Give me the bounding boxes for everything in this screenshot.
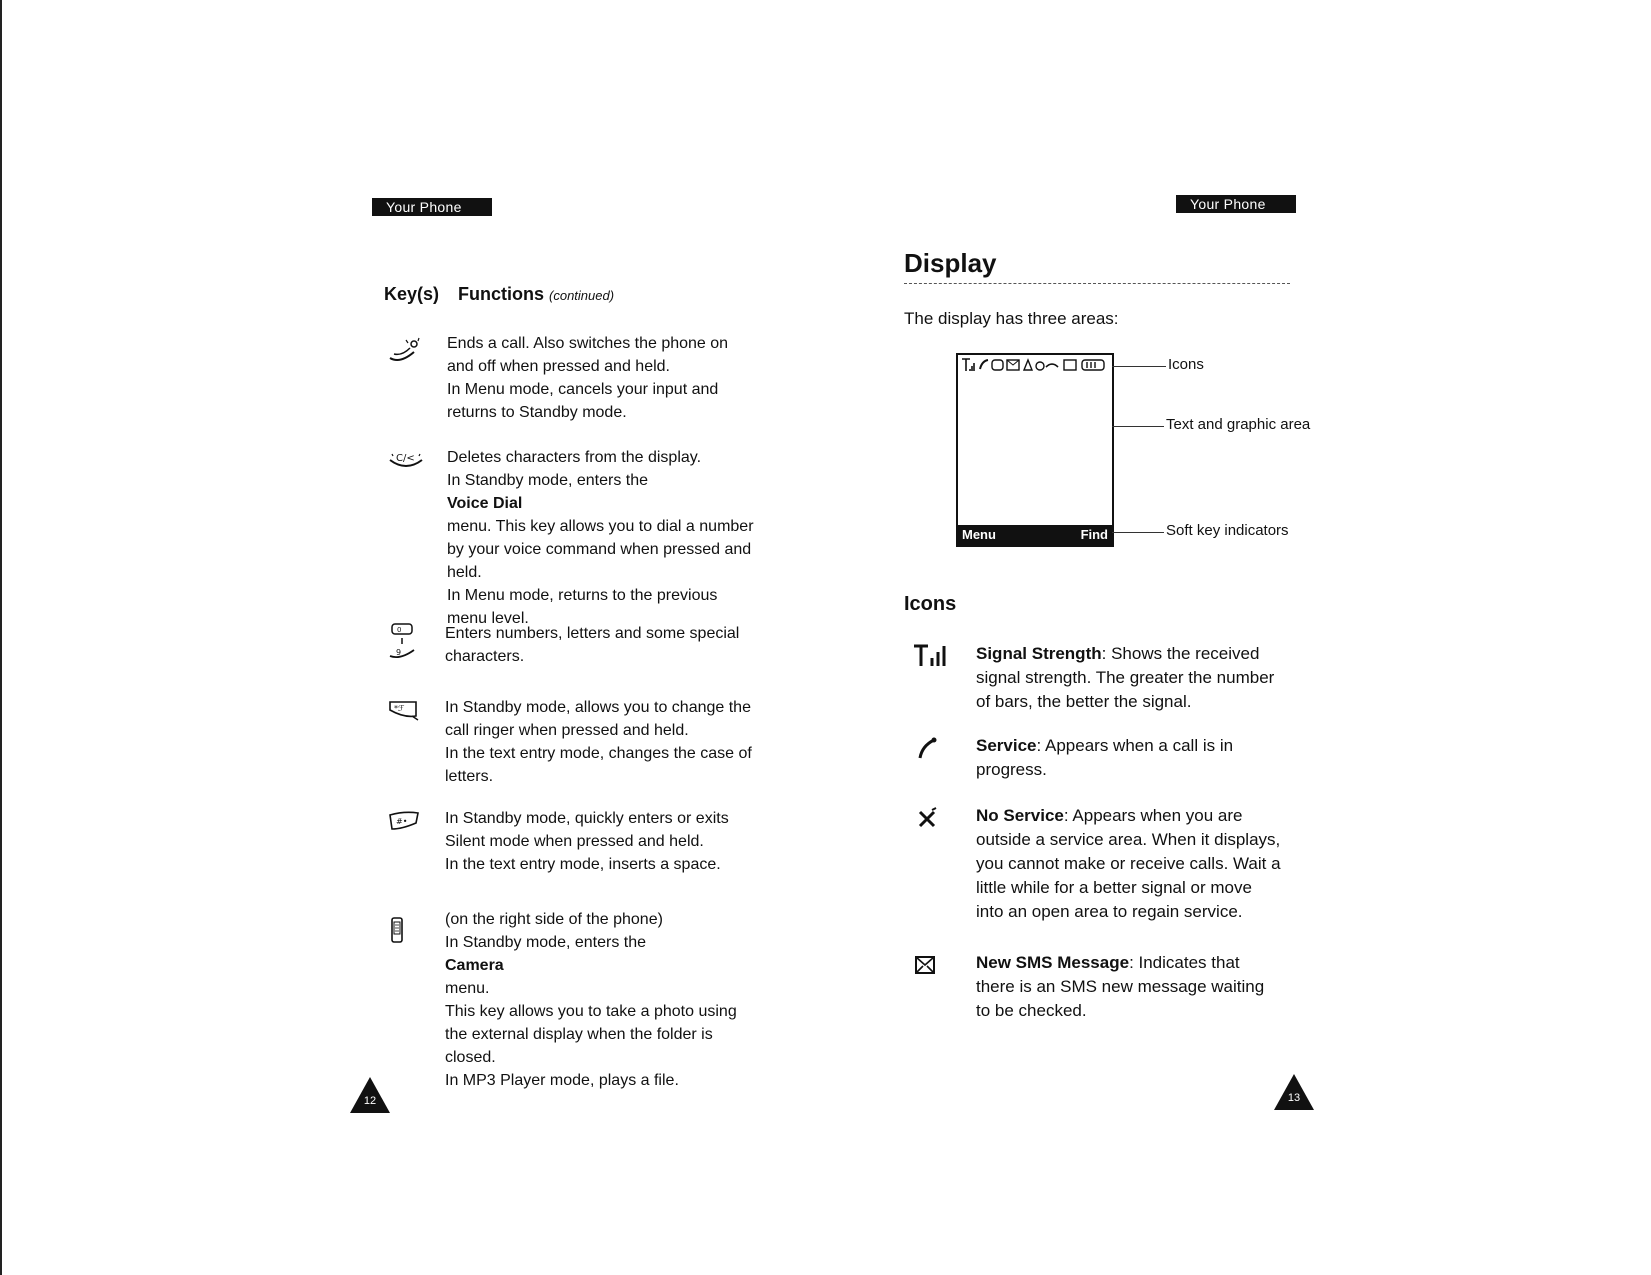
desc-line: Ends a call. Also switches the phone on <box>447 335 729 352</box>
desc-text: : Appears when you are <box>1063 806 1243 825</box>
desc-line: signal strength. The greater the number <box>976 668 1275 687</box>
svg-text:C/<: C/< <box>396 453 415 464</box>
desc-line <box>447 469 757 515</box>
desc-line: This key allows you to take a photo using <box>445 1003 737 1020</box>
desc-line: In Menu mode, returns to the previous <box>447 587 718 604</box>
desc-line: letters. <box>445 768 494 785</box>
soft-key-bar <box>958 525 1112 545</box>
callout-soft-keys: Soft key indicators <box>1166 522 1289 539</box>
desc-line: there is an SMS new message waiting <box>976 977 1265 996</box>
desc-line: characters. <box>445 648 525 665</box>
desc-line: Silent mode when pressed and held. <box>445 833 704 850</box>
desc-line: progress. <box>976 760 1047 779</box>
desc-line: call ringer when pressed and held. <box>445 722 689 739</box>
no-service-description <box>976 804 1292 924</box>
desc-line: In Standby mode, allows you to change the <box>445 699 751 716</box>
callout-line-soft-keys <box>1112 532 1164 533</box>
desc-line: In Menu mode, cancels your input and <box>447 381 719 398</box>
functions-column-heading <box>458 284 614 305</box>
soft-key-menu: Menu <box>962 527 996 542</box>
key-numbers-description <box>445 622 755 668</box>
star-key-icon <box>386 696 426 736</box>
desc-line: held. <box>447 564 482 581</box>
callout-line-text-area <box>1112 426 1164 427</box>
end-power-key-icon <box>386 332 426 372</box>
desc-line: In MP3 Player mode, plays a file. <box>445 1072 679 1089</box>
status-icons-bar <box>960 357 1110 373</box>
desc-text: : Appears when a call is in <box>1036 736 1234 755</box>
desc-line: of bars, the better the signal. <box>976 692 1192 711</box>
desc-line: menu level. <box>447 610 529 627</box>
sms-envelope-icon <box>912 951 952 981</box>
desc-line <box>976 951 1292 975</box>
keys-table-heading <box>384 284 615 305</box>
desc-line <box>976 642 1292 666</box>
desc-text: In Standby mode, enters the <box>445 934 647 951</box>
page-edge <box>0 0 2 1275</box>
icon-term: Service <box>976 736 1037 755</box>
desc-line <box>976 734 1292 758</box>
left-page-number <box>348 1075 392 1115</box>
left-page-number-text: 12 <box>363 1095 377 1107</box>
svg-text:#•: #• <box>396 817 408 826</box>
desc-line: In Standby mode, quickly enters or exits <box>445 810 729 827</box>
icon-term: Signal Strength <box>976 644 1102 663</box>
desc-line: (on the right side of the phone) <box>445 911 663 928</box>
key-end-description <box>447 332 757 424</box>
signal-strength-description <box>976 642 1292 714</box>
hash-key-icon <box>386 807 426 847</box>
left-header-tab <box>372 198 492 216</box>
key-star-description <box>445 696 755 788</box>
desc-line: Enters numbers, letters and some special <box>445 625 740 642</box>
desc-text: menu. <box>445 980 490 997</box>
soft-key-find: Find <box>1080 527 1108 542</box>
key-clear-description <box>447 446 757 630</box>
phone-screen-diagram <box>956 353 1114 547</box>
callout-text-area: Text and graphic area <box>1166 416 1311 433</box>
camera-side-key-icon <box>386 908 426 948</box>
desc-text: : Indicates that <box>1129 953 1240 972</box>
desc-line: Deletes characters from the display. <box>447 449 702 466</box>
continued-note: (continued) <box>549 288 615 303</box>
key-hash-description <box>445 807 755 876</box>
sms-description <box>976 951 1292 1023</box>
functions-heading-text: Functions <box>458 284 544 304</box>
right-header-label: Your Phone <box>1190 196 1266 212</box>
right-page-number-text: 13 <box>1287 1092 1301 1104</box>
keys-column-heading: Key(s) <box>384 284 440 304</box>
desc-line: little while for a better signal or move <box>976 878 1252 897</box>
desc-text: In Standby mode, enters the <box>447 472 649 489</box>
title-rule <box>904 283 1290 284</box>
icon-term: No Service <box>976 806 1064 825</box>
icon-term: New SMS Message <box>976 953 1130 972</box>
desc-line: outside a service area. When it displays, <box>976 830 1281 849</box>
desc-line <box>976 804 1292 828</box>
desc-line: In the text entry mode, inserts a space. <box>445 856 721 873</box>
clear-key-icon <box>386 446 426 486</box>
desc-line: by your voice command when pressed and <box>447 541 752 558</box>
no-service-icon <box>912 804 952 834</box>
display-intro: The display has three areas: <box>904 309 1119 328</box>
signal-strength-icon <box>912 642 952 672</box>
desc-line: and off when pressed and held. <box>447 358 670 375</box>
right-header-tab <box>1176 195 1296 213</box>
desc-line: menu. This key allows you to dial a number <box>447 518 754 535</box>
voice-dial-term: Voice Dial <box>447 495 523 512</box>
camera-term: Camera <box>445 957 504 974</box>
desc-line: closed. <box>445 1049 496 1066</box>
desc-line: you cannot make or receive calls. Wait a <box>976 854 1281 873</box>
desc-line: In the text entry mode, changes the case of <box>445 745 752 762</box>
callout-line-icons <box>1112 366 1166 367</box>
service-description <box>976 734 1292 782</box>
service-icon <box>912 734 952 764</box>
desc-text: : Shows the received <box>1101 644 1260 663</box>
desc-line: the external display when the folder is <box>445 1026 713 1043</box>
left-header-label: Your Phone <box>386 199 462 215</box>
display-title: Display <box>904 248 997 278</box>
svg-text:9: 9 <box>396 648 402 657</box>
svg-text:*ℱ: *ℱ <box>394 704 405 713</box>
desc-line: into an open area to regain service. <box>976 902 1243 921</box>
desc-line: to be checked. <box>976 1001 1087 1020</box>
callout-icons: Icons <box>1168 356 1204 373</box>
key-camera-description <box>445 908 755 1092</box>
desc-line <box>445 931 755 1000</box>
desc-line: returns to Standby mode. <box>447 404 627 421</box>
svg-text:0: 0 <box>397 626 402 634</box>
number-keys-icon <box>386 622 426 662</box>
right-page-number <box>1272 1072 1316 1112</box>
icons-section-title: Icons <box>904 593 957 615</box>
